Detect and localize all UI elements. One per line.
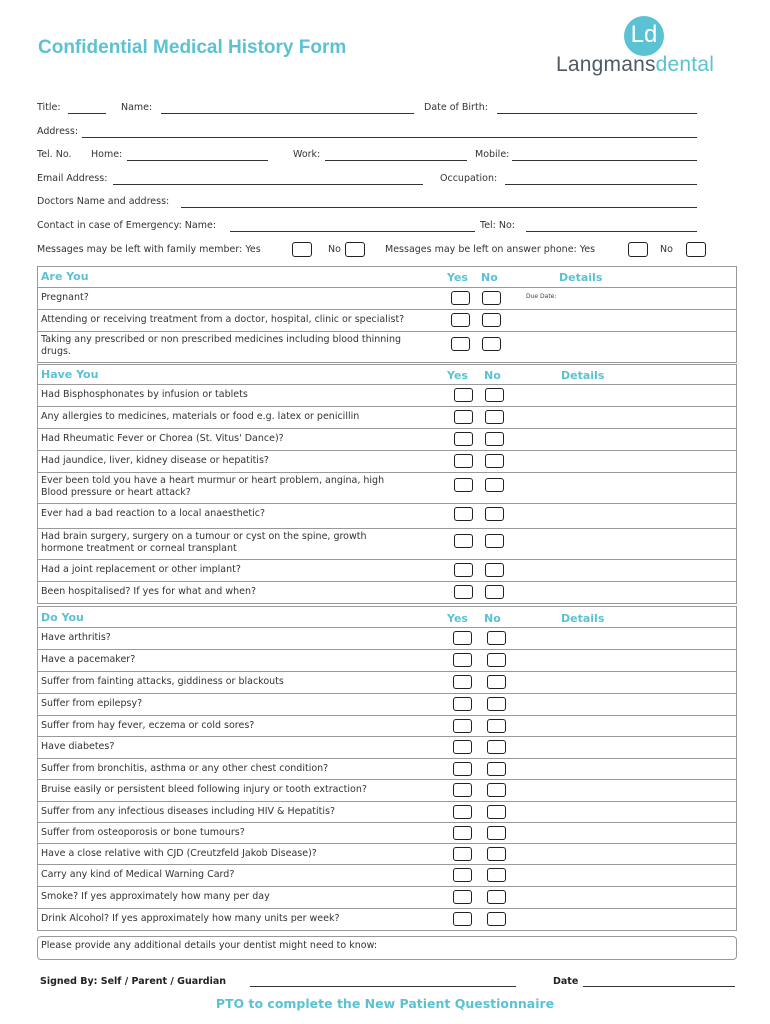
logo-wordmark [556,53,714,77]
have-you-details-field[interactable] [515,429,735,447]
do-you-yes-checkbox[interactable] [453,762,472,776]
do-you-details-field[interactable] [515,759,735,777]
are-you-title: Are You [41,270,89,283]
emergency-tel-input[interactable] [526,231,697,232]
email-input[interactable] [113,184,423,185]
do-you-no-checkbox[interactable] [487,719,506,733]
do-you-question: Smoke? If yes approximately how many per day [41,891,270,902]
do-you-yes-checkbox[interactable] [453,912,472,926]
phone-msg-no-checkbox[interactable] [686,242,706,257]
have-you-yes-checkbox[interactable] [454,454,473,468]
do-you-no-header: No [484,612,501,625]
pto-note: PTO to complete the New Patient Questionnaire [215,996,555,1011]
family-msg-no-checkbox[interactable] [345,242,365,257]
do-you-no-checkbox[interactable] [487,912,506,926]
have-you-no-checkbox[interactable] [485,563,504,577]
do-you-details-field[interactable] [515,737,735,755]
have-you-no-checkbox[interactable] [485,410,504,424]
do-you-no-checkbox[interactable] [487,890,506,904]
occupation-input[interactable] [505,184,697,185]
are-you-details-header: Details [559,271,603,284]
have-you-details-field[interactable] [515,407,735,425]
do-you-question: Carry any kind of Medical Warning Card? [41,869,235,880]
have-you-question: Any allergies to medicines, materials or food e.g. latex or penicillin [41,411,360,422]
home-phone-input[interactable] [127,160,268,161]
do-you-yes-checkbox[interactable] [453,890,472,904]
due-date-label: Due Date: [526,293,557,300]
dob-label: Date of Birth: [424,102,488,113]
are-you-question: Attending or receiving treatment from a doctor, hospital, clinic or specialist? [41,314,405,325]
do-you-details-field[interactable] [515,823,735,841]
work-label: Work: [293,149,321,160]
have-you-yes-header: Yes [447,369,468,382]
do-you-details-field[interactable] [515,672,735,690]
have-you-yes-checkbox[interactable] [454,585,473,599]
do-you-details-field[interactable] [515,780,735,798]
have-you-details-field[interactable] [515,385,735,403]
do-you-yes-checkbox[interactable] [453,826,472,840]
emergency-tel-label: Tel: No: [480,220,516,231]
do-you-no-checkbox[interactable] [487,631,506,645]
are-you-details-field[interactable] [515,332,735,350]
do-you-question: Suffer from epilepsy? [41,698,143,709]
have-you-question: Had jaundice, liver, kidney disease or hepatitis? [41,455,269,466]
do-you-details-field[interactable] [515,909,735,927]
do-you-no-checkbox[interactable] [487,847,506,861]
have-you-yes-checkbox[interactable] [454,410,473,424]
do-you-details-field[interactable] [515,865,735,883]
do-you-yes-checkbox[interactable] [453,847,472,861]
date-input[interactable] [583,986,735,987]
have-you-no-header: No [484,369,501,382]
logo-icon: Ld [624,16,664,56]
mobile-label: Mobile: [475,149,510,160]
do-you-question: Suffer from hay fever, eczema or cold sores? [41,720,255,731]
do-you-yes-checkbox[interactable] [453,719,472,733]
have-you-no-checkbox[interactable] [485,432,504,446]
do-you-no-checkbox[interactable] [487,675,506,689]
do-you-no-checkbox[interactable] [487,740,506,754]
do-you-no-checkbox[interactable] [487,783,506,797]
family-msg-label: Messages may be left with family member: Yes [37,244,261,255]
have-you-no-checkbox[interactable] [485,534,504,548]
have-you-question: Had Rheumatic Fever or Chorea (St. Vitus' Dance)? [41,433,284,444]
have-you-question: Had a joint replacement or other implant? [41,564,241,575]
page-title: Confidential Medical History Form [38,37,347,58]
are-you-question: Pregnant? [41,292,89,303]
date-label: Date [553,976,579,987]
have-you-no-checkbox[interactable] [485,507,504,521]
logo-name-a: Langmans [556,53,656,76]
phone-msg-no-label: No [660,244,673,255]
emergency-label: Contact in case of Emergency: Name: [37,220,217,231]
have-you-details-field[interactable] [515,582,735,600]
have-you-question: Ever had a bad reaction to a local anaesthetic? [41,508,266,519]
do-you-no-checkbox[interactable] [487,826,506,840]
do-you-question: Drink Alcohol? If yes approximately how many units per week? [41,913,340,924]
have-you-question: Been hospitalised? If yes for what and when? [41,586,257,597]
do-you-no-checkbox[interactable] [487,762,506,776]
tel-label: Tel. No. [37,149,72,160]
do-you-yes-checkbox[interactable] [453,697,472,711]
are-you-yes-checkbox[interactable] [451,291,470,305]
do-you-no-checkbox[interactable] [487,697,506,711]
work-phone-input[interactable] [325,160,467,161]
are-you-no-checkbox[interactable] [482,313,501,327]
have-you-no-checkbox[interactable] [485,478,504,492]
additional-details-label: Please provide any additional details your dentist might need to know: [41,940,378,951]
do-you-yes-checkbox[interactable] [453,653,472,667]
logo-name-b: dental [655,53,715,76]
are-you-question: Taking any prescribed or non prescribed medicines including blood thinning drugs. [41,334,402,357]
do-you-question: Have arthritis? [41,632,111,643]
have-you-details-field[interactable] [515,529,735,547]
phone-msg-yes-checkbox[interactable] [628,242,648,257]
occupation-label: Occupation: [440,173,498,184]
have-you-yes-checkbox[interactable] [454,478,473,492]
family-msg-yes-checkbox[interactable] [292,242,312,257]
have-you-yes-checkbox[interactable] [454,563,473,577]
do-you-yes-checkbox[interactable] [453,631,472,645]
have-you-no-checkbox[interactable] [485,454,504,468]
do-you-details-field[interactable] [515,716,735,734]
do-you-yes-header: Yes [447,612,468,625]
do-you-yes-checkbox[interactable] [453,868,472,882]
have-you-details-field[interactable] [515,560,735,578]
home-label: Home: [91,149,123,160]
doctors-input[interactable] [181,207,697,208]
do-you-details-field[interactable] [515,802,735,820]
have-you-details-header: Details [561,369,605,382]
do-you-question: Have a pacemaker? [41,654,136,665]
are-you-details-field[interactable] [515,310,735,328]
mobile-input[interactable] [512,160,697,161]
do-you-yes-checkbox[interactable] [453,740,472,754]
are-you-no-checkbox[interactable] [482,291,501,305]
signature-input[interactable] [250,986,516,987]
do-you-details-header: Details [561,612,605,625]
email-label: Email Address: [37,173,108,184]
have-you-details-field[interactable] [515,473,735,491]
name-input[interactable] [161,113,414,114]
are-you-yes-checkbox[interactable] [451,337,470,351]
emergency-name-input[interactable] [230,231,475,232]
have-you-question: Had brain surgery, surgery on a tumour or cyst on the spine, growth hormone treatment or corneal transplant [41,531,367,554]
do-you-yes-checkbox[interactable] [453,805,472,819]
have-you-yes-checkbox[interactable] [454,534,473,548]
do-you-details-field[interactable] [515,887,735,905]
have-you-no-checkbox[interactable] [485,388,504,402]
have-you-no-checkbox[interactable] [485,585,504,599]
address-label: Address: [37,126,79,137]
are-you-yes-checkbox[interactable] [451,313,470,327]
have-you-details-field[interactable] [515,451,735,469]
do-you-no-checkbox[interactable] [487,653,506,667]
have-you-question: Ever been told you have a heart murmur or heart problem, angina, high Blood pressure or heart attack? [41,475,385,498]
do-you-title: Do You [41,611,84,624]
name-label: Name: [121,102,153,113]
do-you-question: Suffer from bronchitis, asthma or any other chest condition? [41,763,329,774]
doctors-label: Doctors Name and address: [37,196,170,207]
do-you-question: Have diabetes? [41,741,115,752]
are-you-no-checkbox[interactable] [482,337,501,351]
do-you-question: Have a close relative with CJD (Creutzfeld Jakob Disease)? [41,848,317,859]
do-you-no-checkbox[interactable] [487,805,506,819]
title-input[interactable] [68,113,106,114]
do-you-question: Suffer from any infectious diseases including HIV & Hepatitis? [41,806,336,817]
do-you-yes-checkbox[interactable] [453,783,472,797]
have-you-yes-checkbox[interactable] [454,388,473,402]
title-label: Title: [37,102,61,113]
family-msg-no-label: No [328,244,341,255]
have-you-yes-checkbox[interactable] [454,432,473,446]
dob-input[interactable] [497,113,697,114]
have-you-question: Had Bisphosphonates by infusion or tablets [41,389,248,400]
do-you-details-field[interactable] [515,650,735,668]
address-input[interactable] [82,137,697,138]
have-you-details-field[interactable] [515,504,735,522]
are-you-details-field[interactable] [515,288,735,306]
are-you-no-header: No [481,271,498,284]
do-you-details-field[interactable] [515,628,735,646]
are-you-yes-header: Yes [447,271,468,284]
phone-msg-label: Messages may be left on answer phone: Yes [385,244,596,255]
do-you-details-field[interactable] [515,844,735,862]
do-you-no-checkbox[interactable] [487,868,506,882]
do-you-question: Bruise easily or persistent bleed following injury or tooth extraction? [41,784,367,795]
signed-by-label: Signed By: Self / Parent / Guardian [40,976,227,987]
have-you-yes-checkbox[interactable] [454,507,473,521]
do-you-question: Suffer from fainting attacks, giddiness or blackouts [41,676,284,687]
do-you-details-field[interactable] [515,694,735,712]
do-you-question: Suffer from osteoporosis or bone tumours? [41,827,245,838]
have-you-title: Have You [41,368,99,381]
do-you-yes-checkbox[interactable] [453,675,472,689]
